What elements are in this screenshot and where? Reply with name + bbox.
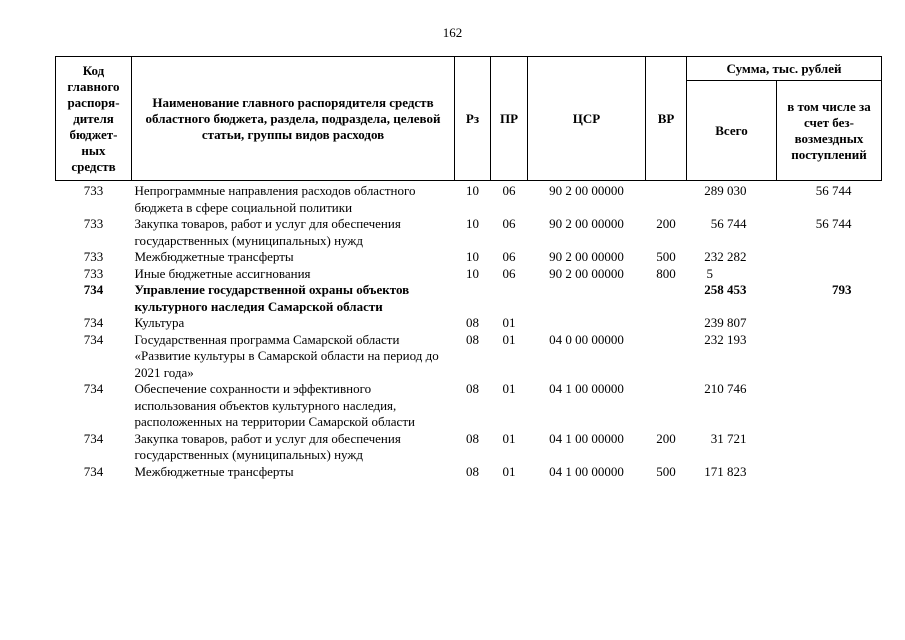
- cell-vr: [646, 332, 687, 382]
- cell-code: 733: [83, 183, 104, 198]
- cell-vr: 500: [656, 249, 676, 264]
- cell-pr: 06: [502, 183, 516, 198]
- cell-total: 210 746: [704, 381, 747, 396]
- cell-total: 56 744: [710, 216, 747, 231]
- cell-rz: 10: [466, 216, 479, 231]
- cell-name: Обеспечение сохранности и эффективного использования объектов культурного наследия, расположенных на территории Самарской области: [134, 381, 415, 429]
- header-gratis: в том числе за счет без-возмездных поступлений: [777, 81, 882, 181]
- header-total: Всего: [687, 81, 777, 181]
- cell-total: 171 823: [704, 463, 747, 479]
- cell-total: 232 193: [704, 331, 747, 347]
- cell-pr: 01: [502, 430, 516, 446]
- cell-gratis: [777, 431, 882, 464]
- header-code: Код главного распоря-дителя бюджет-ных средств: [56, 57, 132, 181]
- page-number: 162: [442, 25, 463, 40]
- cell-code: 734: [83, 463, 104, 479]
- cell-pr: 01: [502, 331, 516, 347]
- cell-vr: 200: [656, 216, 676, 231]
- cell-gratis: 56 744: [815, 216, 852, 231]
- cell-vr: 500: [656, 463, 676, 479]
- header-vr: ВР: [646, 57, 687, 181]
- cell-gratis: [777, 464, 882, 481]
- cell-code: 733: [83, 249, 104, 264]
- cell-rz: 10: [466, 265, 479, 281]
- table-row: [56, 431, 882, 464]
- cell-code: 734: [83, 282, 104, 297]
- table-row: [56, 332, 882, 382]
- cell-name: Закупка товаров, работ и услуг для обеспечения государственных (муниципальных) нужд: [134, 216, 401, 248]
- cell-name: Культура: [134, 315, 185, 330]
- cell-pr: 01: [502, 381, 516, 396]
- cell-total: 5: [706, 265, 713, 281]
- cell-code: 733: [83, 216, 104, 231]
- header-sum: Сумма, тыс. рублей: [687, 57, 882, 81]
- cell-rz: 08: [466, 430, 479, 446]
- table-row: [56, 266, 882, 283]
- cell-name: Иные бюджетные ассигнования: [134, 265, 311, 281]
- cell-pr: 06: [502, 249, 516, 264]
- cell-vr: [646, 381, 687, 431]
- cell-name: Управление государственной охраны объектов культурного наследия Самарской области: [134, 282, 410, 314]
- cell-rz: 10: [466, 249, 479, 264]
- cell-rz: 08: [466, 463, 479, 479]
- table-row: [56, 315, 882, 332]
- header-name: Наименование главного распорядителя средств областного бюджета, раздела, подраздела, целевой статьи, группы видов расходов: [132, 57, 455, 181]
- header-csr: ЦСР: [528, 57, 646, 181]
- cell-vr: [646, 315, 687, 332]
- cell-csr: 90 2 00 00000: [549, 265, 624, 281]
- cell-pr: 01: [502, 315, 516, 330]
- cell-rz: 10: [466, 183, 479, 198]
- cell-pr: 06: [502, 265, 516, 281]
- cell-rz: 08: [466, 331, 479, 347]
- header-rz: Рз: [455, 57, 491, 181]
- table-header: [56, 57, 882, 181]
- table-row: [56, 381, 882, 431]
- cell-name: Межбюджетные трансферты: [134, 463, 294, 479]
- cell-gratis: 793: [832, 282, 852, 297]
- cell-rz: [455, 282, 491, 315]
- cell-name: Непрограммные направления расходов областного бюджета в сфере социальной политики: [134, 183, 416, 215]
- cell-code: 734: [83, 315, 104, 330]
- cell-vr: [646, 181, 687, 217]
- cell-code: 734: [83, 331, 104, 347]
- table-row: [56, 216, 882, 249]
- cell-csr: 04 0 00 00000: [549, 331, 624, 347]
- cell-name: Межбюджетные трансферты: [134, 249, 294, 264]
- cell-csr: 90 2 00 00000: [549, 183, 624, 198]
- cell-csr: [528, 282, 646, 315]
- table-body: [56, 181, 882, 481]
- cell-total: 239 807: [704, 315, 747, 330]
- cell-pr: [491, 282, 528, 315]
- cell-total: 258 453: [704, 282, 747, 297]
- cell-csr: 04 1 00 00000: [549, 381, 624, 396]
- cell-code: 734: [83, 430, 104, 446]
- budget-table: [55, 56, 882, 480]
- cell-pr: 01: [502, 463, 516, 479]
- cell-vr: [646, 282, 687, 315]
- cell-csr: 90 2 00 00000: [549, 216, 624, 231]
- cell-code: 733: [83, 265, 104, 281]
- cell-csr: 90 2 00 00000: [549, 249, 624, 264]
- cell-gratis: [777, 249, 882, 266]
- table-row: [56, 249, 882, 266]
- cell-csr: 04 1 00 00000: [549, 463, 624, 479]
- table-row: [56, 464, 882, 481]
- cell-csr: 04 1 00 00000: [549, 430, 624, 446]
- cell-name: Закупка товаров, работ и услуг для обеспечения государственных (муниципальных) нужд: [134, 430, 401, 462]
- cell-code: 734: [83, 381, 104, 396]
- cell-pr: 06: [502, 216, 516, 231]
- header-pr: ПР: [491, 57, 528, 181]
- table-row: [56, 181, 882, 217]
- cell-gratis: [777, 266, 882, 283]
- cell-gratis: [777, 381, 882, 431]
- cell-gratis: [777, 315, 882, 332]
- table-row: [56, 282, 882, 315]
- cell-gratis: [777, 332, 882, 382]
- cell-csr: [528, 315, 646, 332]
- cell-name: Государственная программа Самарской области «Развитие культуры в Самарской области на период до 2021 года»: [134, 331, 439, 380]
- cell-total: 232 282: [704, 249, 747, 264]
- cell-rz: 08: [466, 315, 479, 330]
- cell-vr: 200: [656, 430, 676, 446]
- cell-gratis: 56 744: [815, 183, 852, 198]
- cell-vr: 800: [656, 265, 676, 281]
- cell-total: 289 030: [704, 183, 747, 198]
- cell-rz: 08: [466, 381, 479, 396]
- cell-total: 31 721: [710, 430, 747, 446]
